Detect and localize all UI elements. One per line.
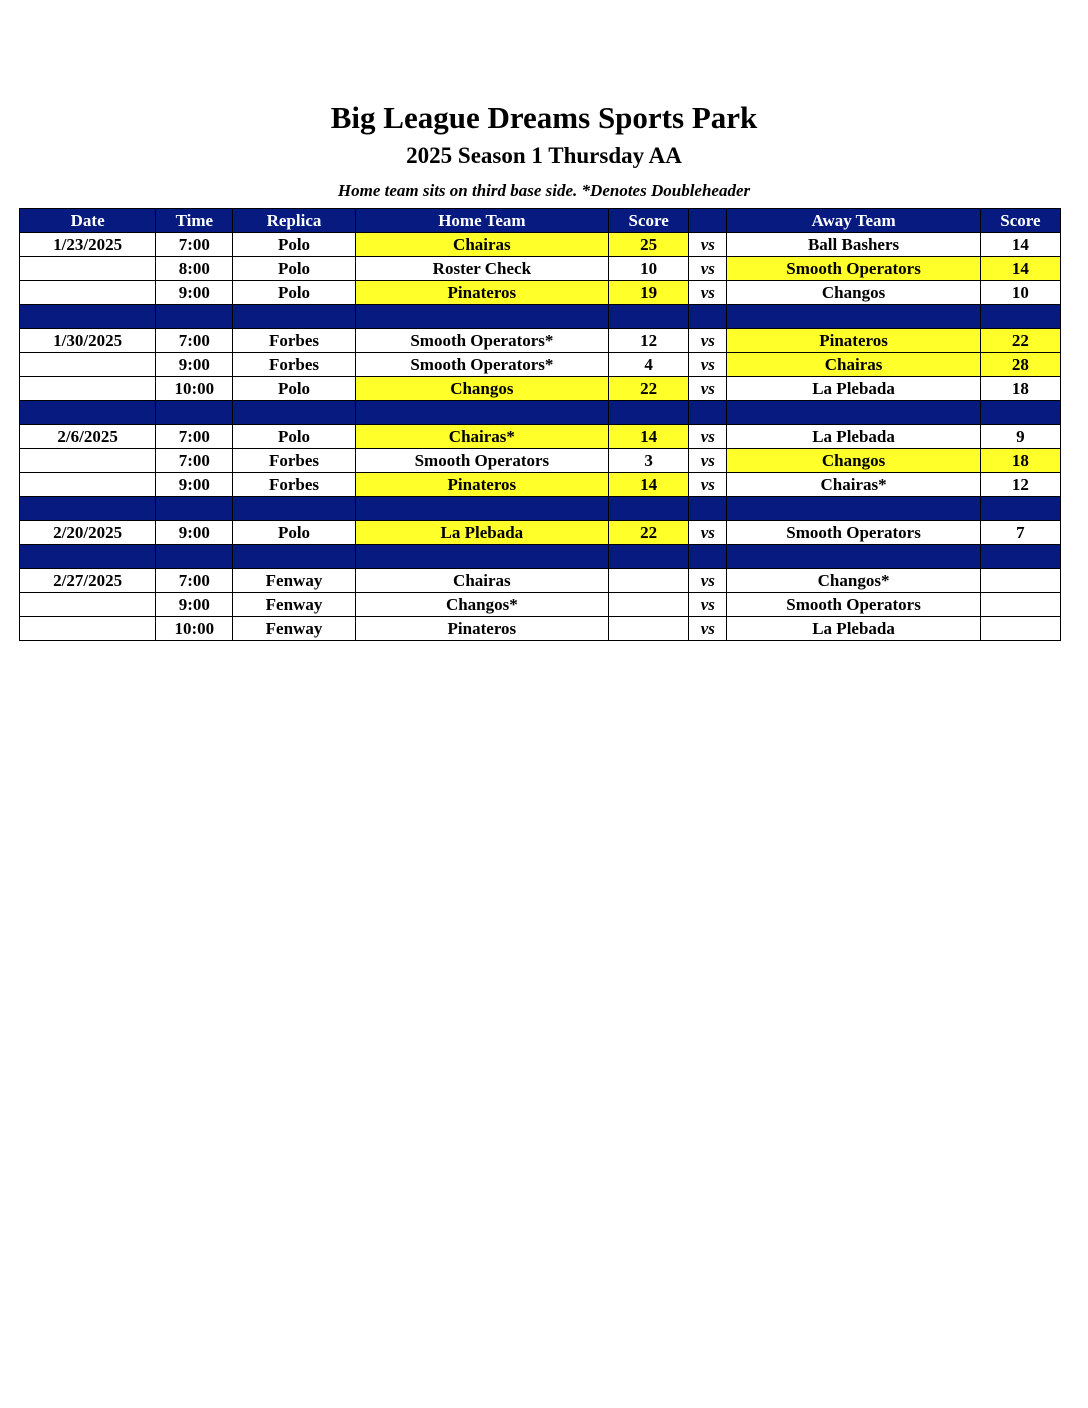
separator-cell: [609, 305, 689, 329]
game-row: [20, 425, 1061, 449]
away-score-cell: 7: [980, 521, 1060, 545]
game-row: [20, 473, 1061, 497]
home-score-cell: 25: [609, 233, 689, 257]
away-score-cell: 14: [980, 233, 1060, 257]
time-cell: 9:00: [156, 473, 233, 497]
vs-cell: vs: [689, 617, 727, 641]
separator-cell: [233, 305, 355, 329]
home-score-cell: 22: [609, 377, 689, 401]
separator-cell: [355, 401, 608, 425]
date-cell: [20, 449, 156, 473]
home-team-cell: Pinateros: [355, 617, 608, 641]
game-row: [20, 233, 1061, 257]
home-score-cell: 14: [609, 425, 689, 449]
game-row: [20, 257, 1061, 281]
vs-cell: vs: [689, 281, 727, 305]
home-team-cell: La Plebada: [355, 521, 608, 545]
col-header-date: Date: [20, 209, 156, 233]
replica-cell: Fenway: [233, 569, 355, 593]
home-team-cell: Chairas: [355, 233, 608, 257]
game-row: [20, 281, 1061, 305]
date-cell: 1/23/2025: [20, 233, 156, 257]
col-header-away-team: Away Team: [727, 209, 980, 233]
replica-cell: Polo: [233, 233, 355, 257]
separator-cell: [233, 401, 355, 425]
vs-cell: vs: [689, 569, 727, 593]
separator-cell: [689, 401, 727, 425]
date-cell: [20, 257, 156, 281]
separator-cell: [20, 305, 156, 329]
date-cell: [20, 617, 156, 641]
away-team-cell: Chairas: [727, 353, 980, 377]
date-cell: 2/27/2025: [20, 569, 156, 593]
date-cell: [20, 353, 156, 377]
home-score-cell: 14: [609, 473, 689, 497]
away-score-cell: 28: [980, 353, 1060, 377]
vs-cell: vs: [689, 593, 727, 617]
separator-cell: [355, 305, 608, 329]
home-score-cell: 3: [609, 449, 689, 473]
replica-cell: Fenway: [233, 617, 355, 641]
separator-cell: [980, 545, 1060, 569]
game-row: [20, 593, 1061, 617]
away-team-cell: Changos: [727, 449, 980, 473]
game-row: [20, 377, 1061, 401]
home-score-cell: [609, 569, 689, 593]
home-score-cell: [609, 617, 689, 641]
home-score-cell: 4: [609, 353, 689, 377]
away-team-cell: Chairas*: [727, 473, 980, 497]
time-cell: 8:00: [156, 257, 233, 281]
away-score-cell: [980, 593, 1060, 617]
col-header-home-team: Home Team: [355, 209, 608, 233]
separator-cell: [689, 497, 727, 521]
separator-row: [20, 401, 1061, 425]
date-cell: [20, 593, 156, 617]
separator-cell: [355, 497, 608, 521]
time-cell: 7:00: [156, 233, 233, 257]
game-row: [20, 449, 1061, 473]
separator-cell: [980, 497, 1060, 521]
time-cell: 10:00: [156, 377, 233, 401]
away-team-cell: Changos: [727, 281, 980, 305]
date-cell: 1/30/2025: [20, 329, 156, 353]
away-score-cell: 9: [980, 425, 1060, 449]
time-cell: 7:00: [156, 569, 233, 593]
schedule-table: [19, 208, 1061, 641]
col-header-replica: Replica: [233, 209, 355, 233]
separator-cell: [233, 545, 355, 569]
home-score-cell: 19: [609, 281, 689, 305]
separator-cell: [980, 305, 1060, 329]
away-team-cell: Smooth Operators: [727, 521, 980, 545]
away-score-cell: 10: [980, 281, 1060, 305]
separator-cell: [609, 401, 689, 425]
vs-cell: vs: [689, 257, 727, 281]
separator-cell: [609, 497, 689, 521]
vs-cell: vs: [689, 353, 727, 377]
time-cell: 9:00: [156, 593, 233, 617]
date-cell: [20, 377, 156, 401]
separator-cell: [20, 401, 156, 425]
col-header-vs: [689, 209, 727, 233]
replica-cell: Polo: [233, 521, 355, 545]
separator-cell: [727, 305, 980, 329]
game-row: [20, 521, 1061, 545]
replica-cell: Polo: [233, 257, 355, 281]
home-score-cell: 22: [609, 521, 689, 545]
game-row: [20, 329, 1061, 353]
replica-cell: Forbes: [233, 353, 355, 377]
col-header-time: Time: [156, 209, 233, 233]
away-score-cell: 18: [980, 377, 1060, 401]
separator-cell: [727, 401, 980, 425]
away-score-cell: [980, 617, 1060, 641]
home-team-cell: Smooth Operators: [355, 449, 608, 473]
replica-cell: Forbes: [233, 473, 355, 497]
replica-cell: Polo: [233, 377, 355, 401]
col-header-away-score: Score: [980, 209, 1060, 233]
date-cell: [20, 473, 156, 497]
away-score-cell: 22: [980, 329, 1060, 353]
replica-cell: Polo: [233, 281, 355, 305]
separator-cell: [355, 545, 608, 569]
away-score-cell: 12: [980, 473, 1060, 497]
replica-cell: Polo: [233, 425, 355, 449]
vs-cell: vs: [689, 473, 727, 497]
away-team-cell: La Plebada: [727, 425, 980, 449]
away-team-cell: Smooth Operators: [727, 257, 980, 281]
separator-cell: [727, 545, 980, 569]
game-row: [20, 353, 1061, 377]
home-score-cell: [609, 593, 689, 617]
separator-cell: [20, 545, 156, 569]
separator-cell: [156, 401, 233, 425]
home-team-cell: Pinateros: [355, 473, 608, 497]
home-score-cell: 12: [609, 329, 689, 353]
time-cell: 9:00: [156, 353, 233, 377]
page-note: Home team sits on third base side. *Denotes Doubleheader: [337, 181, 751, 200]
date-cell: [20, 281, 156, 305]
separator-row: [20, 545, 1061, 569]
time-cell: 7:00: [156, 329, 233, 353]
away-team-cell: La Plebada: [727, 617, 980, 641]
separator-cell: [980, 401, 1060, 425]
time-cell: 9:00: [156, 281, 233, 305]
home-team-cell: Chairas*: [355, 425, 608, 449]
separator-cell: [156, 497, 233, 521]
separator-row: [20, 497, 1061, 521]
away-team-cell: Pinateros: [727, 329, 980, 353]
away-team-cell: Changos*: [727, 569, 980, 593]
replica-cell: Forbes: [233, 329, 355, 353]
separator-row: [20, 305, 1061, 329]
game-row: [20, 617, 1061, 641]
home-team-cell: Changos: [355, 377, 608, 401]
vs-cell: vs: [689, 329, 727, 353]
separator-cell: [156, 545, 233, 569]
away-team-cell: Ball Bashers: [727, 233, 980, 257]
game-row: [20, 569, 1061, 593]
table-header-row: [20, 209, 1061, 233]
separator-cell: [20, 497, 156, 521]
away-score-cell: 14: [980, 257, 1060, 281]
home-team-cell: Smooth Operators*: [355, 353, 608, 377]
page-title: Big League Dreams Sports Park: [330, 100, 758, 135]
away-team-cell: La Plebada: [727, 377, 980, 401]
home-team-cell: Changos*: [355, 593, 608, 617]
page-subtitle: 2025 Season 1 Thursday AA: [406, 143, 682, 168]
time-cell: 9:00: [156, 521, 233, 545]
vs-cell: vs: [689, 521, 727, 545]
date-cell: 2/6/2025: [20, 425, 156, 449]
separator-cell: [609, 545, 689, 569]
vs-cell: vs: [689, 233, 727, 257]
separator-cell: [689, 545, 727, 569]
time-cell: 7:00: [156, 425, 233, 449]
away-score-cell: 18: [980, 449, 1060, 473]
separator-cell: [689, 305, 727, 329]
home-team-cell: Smooth Operators*: [355, 329, 608, 353]
date-cell: 2/20/2025: [20, 521, 156, 545]
vs-cell: vs: [689, 377, 727, 401]
col-header-home-score: Score: [609, 209, 689, 233]
vs-cell: vs: [689, 449, 727, 473]
separator-cell: [727, 497, 980, 521]
time-cell: 10:00: [156, 617, 233, 641]
home-team-cell: Pinateros: [355, 281, 608, 305]
home-team-cell: Chairas: [355, 569, 608, 593]
away-score-cell: [980, 569, 1060, 593]
away-team-cell: Smooth Operators: [727, 593, 980, 617]
replica-cell: Forbes: [233, 449, 355, 473]
separator-cell: [156, 305, 233, 329]
time-cell: 7:00: [156, 449, 233, 473]
vs-cell: vs: [689, 425, 727, 449]
replica-cell: Fenway: [233, 593, 355, 617]
separator-cell: [233, 497, 355, 521]
home-score-cell: 10: [609, 257, 689, 281]
home-team-cell: Roster Check: [355, 257, 608, 281]
